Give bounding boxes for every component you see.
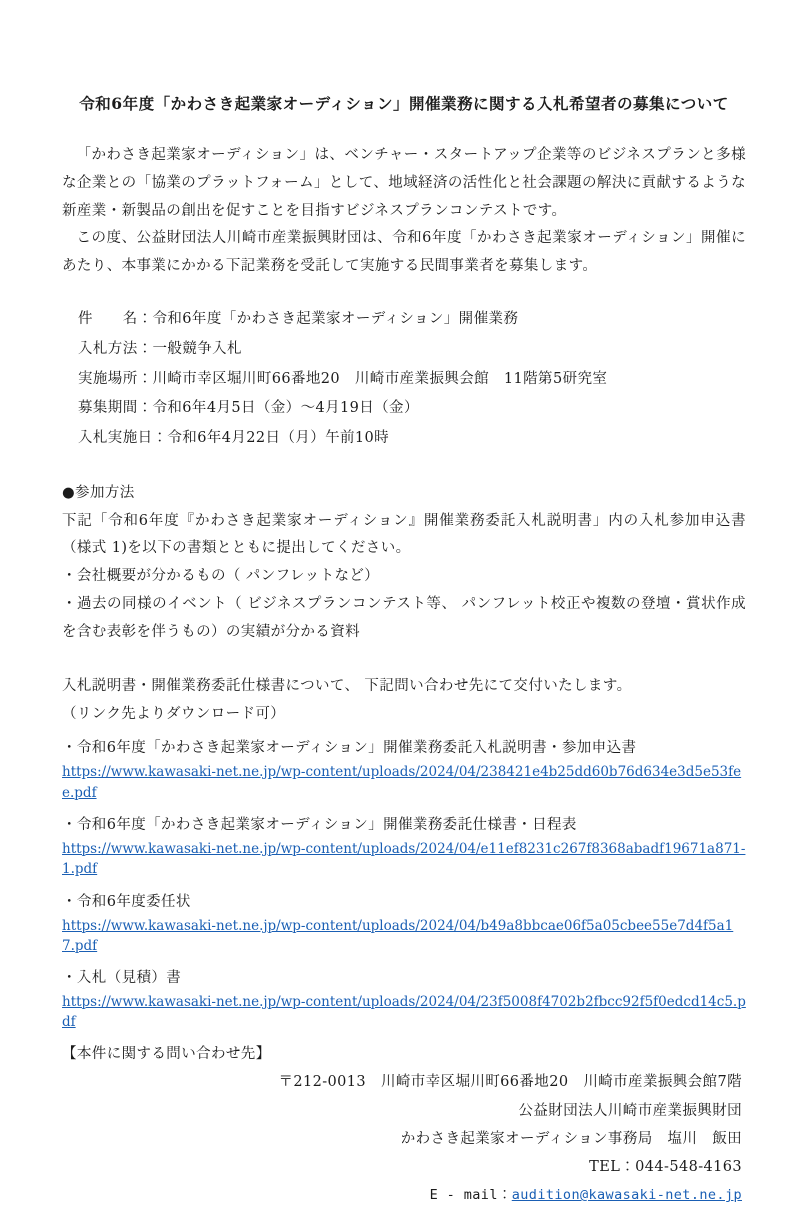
bid-details — [78, 305, 746, 454]
document-label-2: ・令和6年度「かわさき起業家オーディション」開催業務委託仕様書・日程表 — [62, 816, 577, 833]
intro-paragraph-1: 「かわさき起業家オーディション」は、ベンチャー・スタートアップ企業等のビジネスプランと多様な企業との「協業のプラットフォーム」として、地域経済の活性化と社会課題の解決に貢献するような新産業・新製品の創出を促すことを目指すビジネスプランコンテストです。 — [62, 147, 746, 219]
download-note: （リンク先よりダウンロード可） — [62, 705, 286, 722]
document-link-1[interactable]: https://www.kawasaki-net.ne.jp/wp-content/uploads/2024/04/238421e4b25dd60b76d634e3d5e53fee.pdf — [62, 764, 742, 801]
document-label-1: ・令和6年度「かわさき起業家オーディション」開催業務委託入札説明書・参加申込書 — [62, 740, 637, 757]
contact-office: かわさき起業家オーディション事務局 塩川 飯田 — [400, 1130, 742, 1147]
contact-organization: 公益財団法人川崎市産業振興財団 — [518, 1102, 742, 1119]
bid-detail-period: 募集期間：令和6年4月5日（金）～4月19日（金） — [78, 400, 419, 417]
contact-tel: TEL：044-548-4163 — [589, 1159, 742, 1176]
participation-heading: ●参加方法 — [62, 484, 135, 501]
document-link-4[interactable]: https://www.kawasaki-net.ne.jp/wp-content/uploads/2024/04/23f5008f4702b2fbcc92f5f0edcd14c5.pdf — [62, 994, 746, 1031]
contact-email-label: E - mail： — [429, 1187, 512, 1204]
contact-block — [62, 1068, 746, 1209]
distribution-section — [62, 673, 746, 729]
participation-section — [62, 480, 746, 647]
contact-email-line — [62, 1181, 742, 1209]
contact-address: 〒212-0013 川崎市幸区堀川町66番地20 川崎市産業振興会館7階 — [278, 1074, 742, 1091]
intro-paragraph-2: この度、公益財団法人川崎市産業振興財団は、令和6年度「かわさき起業家オーディション」開催にあたり、本事業にかかる下記業務を受託して実施する民間事業者を募集します。 — [62, 230, 746, 275]
page-title: 令和6年度「かわさき起業家オーディション」開催業務に関する入札希望者の募集について — [79, 94, 729, 113]
intro-section — [62, 142, 746, 281]
document-label-3: ・令和6年度委任状 — [62, 893, 191, 910]
document-label-4: ・入札（見積）書 — [62, 970, 182, 987]
bid-detail-name: 件 名：令和6年度「かわさき起業家オーディション」開催業務 — [78, 311, 519, 328]
document-link-3[interactable]: https://www.kawasaki-net.ne.jp/wp-content/uploads/2024/04/b49a8bbcae06f5a05cbee55e7d4f5a17.pdf — [62, 917, 734, 954]
document-list — [62, 735, 746, 1034]
bid-detail-method: 入札方法：一般競争入札 — [78, 340, 242, 357]
participation-instructions: 下記「令和6年度『かわさき起業家オーディション』開催業務委託入札説明書」内の入札参加申込書（様式 1)を以下の書類とともに提出してください。 — [62, 512, 746, 557]
contact-heading: 【本件に関する問い合わせ先】 — [62, 1045, 271, 1062]
requirement-item-1: ・会社概要が分かるもの（ パンフレットなど） — [62, 568, 380, 585]
distribution-note: 入札説明書・開催業務委託仕様書について、 下記問い合わせ先にて交付いたします。 — [62, 677, 632, 694]
bid-detail-place: 実施場所：川崎市幸区堀川町66番地20 川崎市産業振興会館 11階第5研究室 — [78, 370, 608, 387]
email-link[interactable]: audition@kawasaki-net.ne.jp — [511, 1187, 742, 1204]
requirement-item-2: ・過去の同様のイベント（ ビジネスプランコンテスト等、 パンフレット校正や複数の登壇・賞状作成を含む表彰を伴うもの）の実績が分かる資料 — [62, 596, 746, 640]
document-link-2[interactable]: https://www.kawasaki-net.ne.jp/wp-content/uploads/2024/04/e11ef8231c267f8368abadf19671a871-1.pdf — [62, 841, 746, 878]
bid-detail-date: 入札実施日：令和6年4月22日（月）午前10時 — [78, 430, 390, 447]
